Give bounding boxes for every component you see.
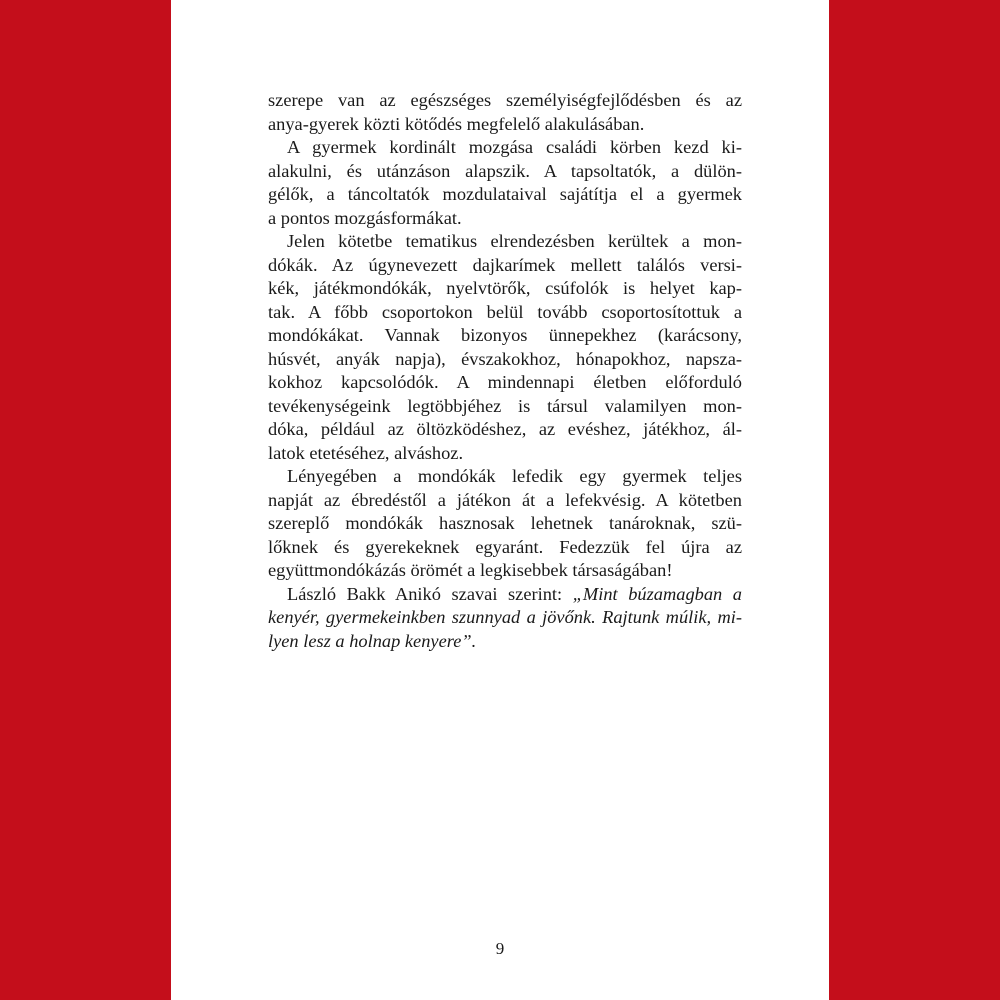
- text-line: szerepe van az egészséges személyiségfejlődésben és az: [268, 90, 742, 110]
- text-line: alakulni, és utánzáson alapszik. A tapsoltatók, a dülön-: [268, 160, 742, 181]
- text-line: Jelen kötetbe tematikus elrendezésben kerültek a mon-: [287, 231, 742, 251]
- text-line: latok etetéséhez, alváshoz.: [268, 442, 464, 463]
- text-line: A gyermek kordinált mozgása családi körben kezd ki-: [287, 137, 742, 157]
- text-line: lőknek és gyerekeknek egyaránt. Fedezzük fel újra az: [268, 536, 742, 557]
- text-line: dókák. Az úgynevezett dajkarímek mellett találós versi-: [268, 254, 742, 275]
- quote-text: „Mint búzamagban a: [572, 583, 742, 604]
- text-line: szereplő mondókák hasznosak lehetnek tanároknak, szü-: [268, 513, 742, 533]
- text-line: együttmondókázás örömét a legkisebbek társaságában!: [268, 560, 673, 580]
- text-line: gélők, a táncoltatók mozdulataival sajátítja el a gyermek: [268, 184, 742, 204]
- quote-line: [268, 606, 742, 630]
- text-line: [268, 583, 742, 607]
- quote-text: lyen lesz a holnap kenyere”.: [268, 630, 477, 651]
- book-page: [171, 0, 829, 1000]
- text-line: húsvét, anyák napja), évszakokhoz, hónapokhoz, napsza-: [268, 348, 742, 369]
- text-line: napját az ébredéstől a játékon át a lefekvésig. A kötetben: [268, 489, 742, 510]
- text-line: tak. A főbb csoportokon belül tovább csoportosítottuk a: [268, 301, 742, 322]
- text-line: kokhoz kapcsolódók. A mindennapi életben előforduló: [268, 372, 742, 392]
- text-line: tevékenységeink legtöbbjéhez is társul valamilyen mon-: [268, 395, 742, 416]
- text-line: dóka, például az öltözködéshez, az evéshez, játékhoz, ál-: [268, 419, 742, 439]
- attribution-text: László Bakk Anikó szavai szerint:: [287, 583, 573, 604]
- page-number: 9: [495, 939, 505, 958]
- text-line: Lényegében a mondókák lefedik egy gyermek teljes: [287, 466, 742, 486]
- text-line: anya-gyerek közti kötődés megfelelő alakulásában.: [268, 113, 645, 134]
- body-text: [268, 89, 742, 653]
- quote-line: [268, 630, 742, 654]
- text-line: a pontos mozgásformákat.: [268, 207, 462, 228]
- quote-text: kenyér, gyermekeinkben szunnyad a jövőnk. Rajtunk múlik, mi-: [268, 607, 742, 627]
- text-line: mondókákat. Vannak bizonyos ünnepekhez (karácsony,: [268, 325, 742, 345]
- text-line: kék, játékmondókák, nyelvtörők, csúfolók is helyet kap-: [268, 278, 742, 298]
